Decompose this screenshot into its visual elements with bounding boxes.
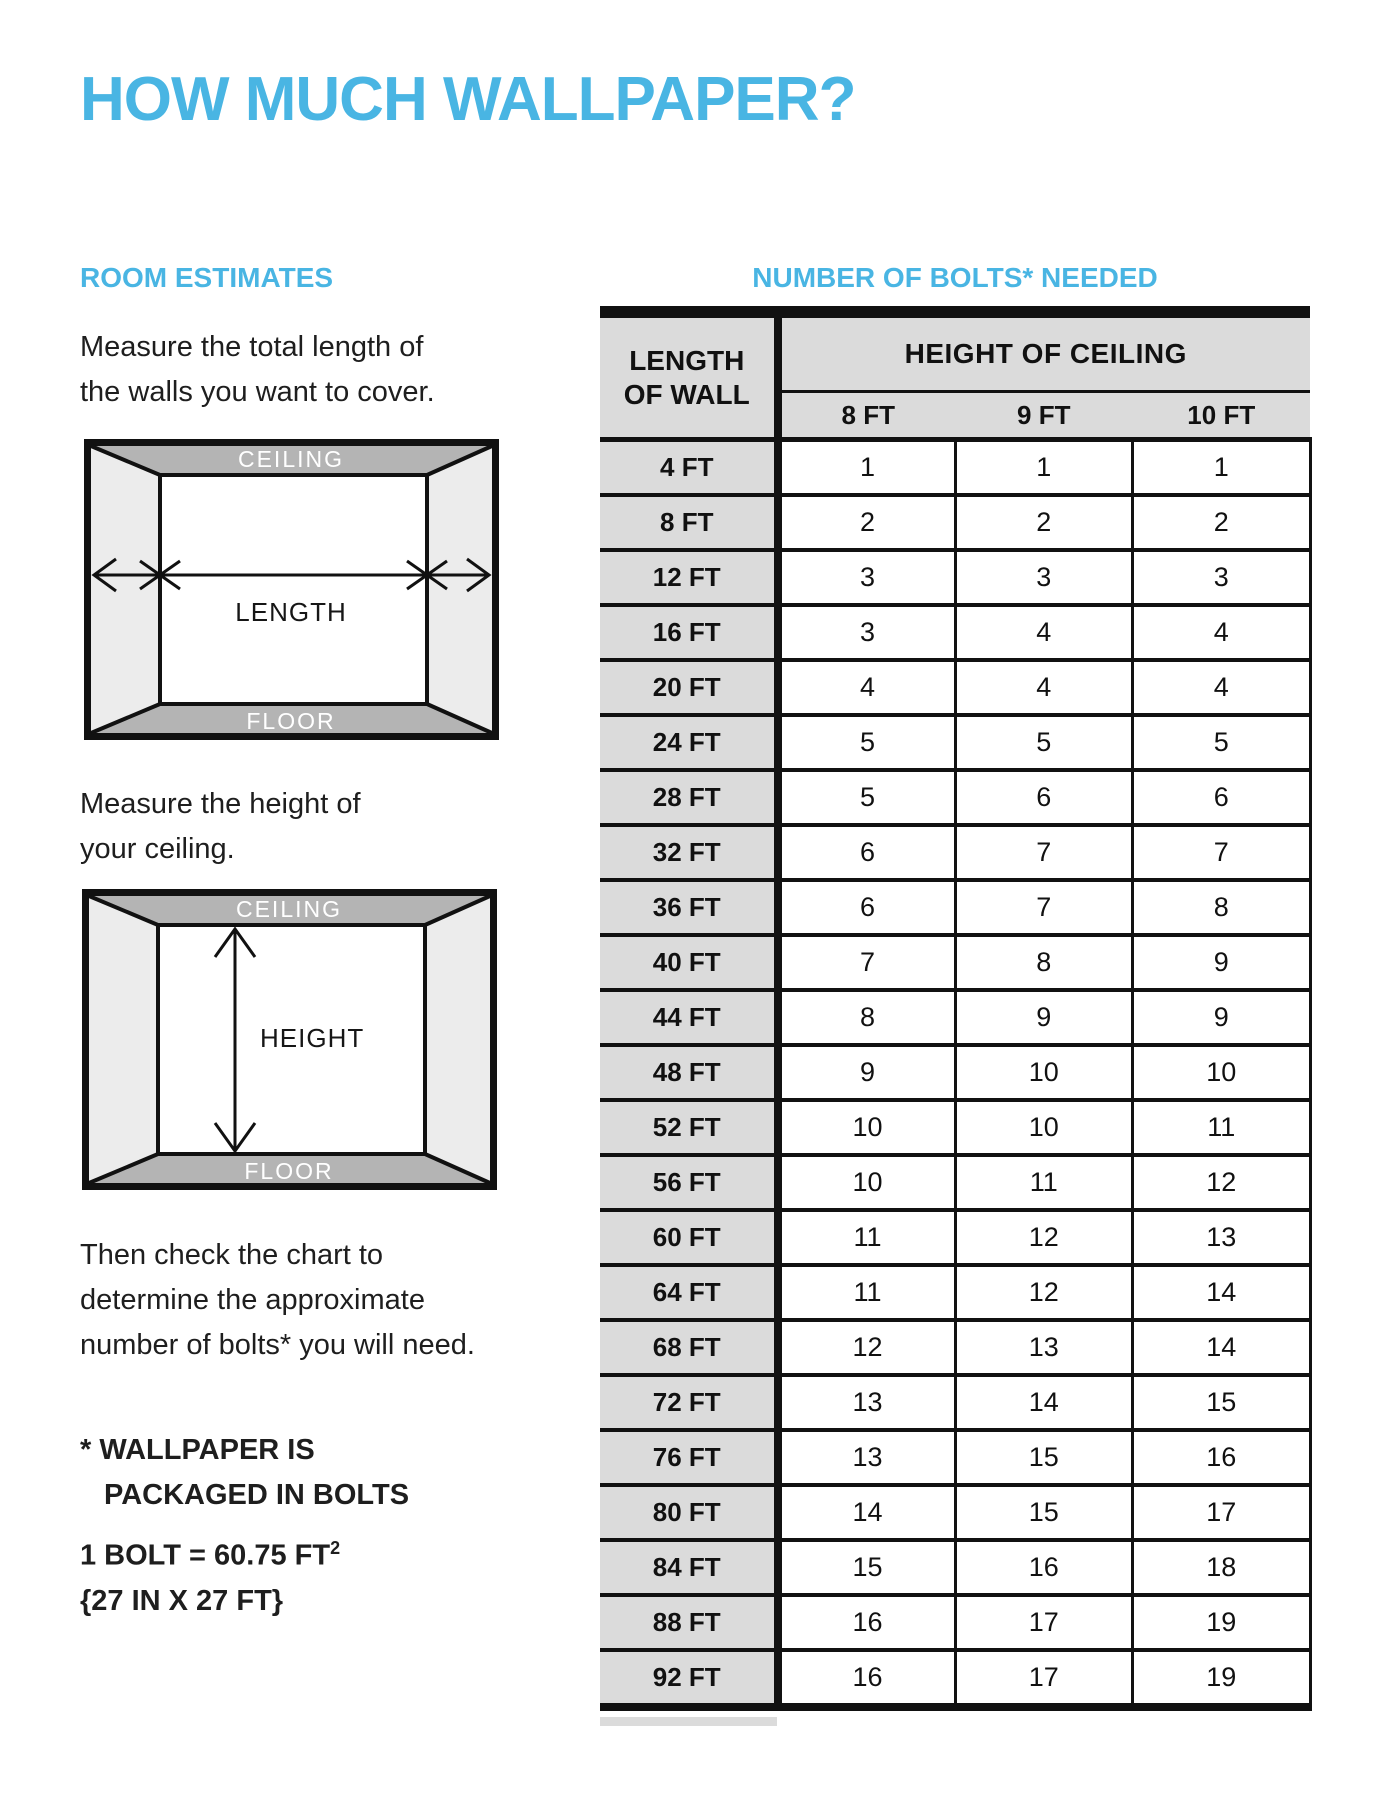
bolt-count-cell: 4 [1133,605,1311,660]
wall-length-cell: 68 FT [600,1320,778,1375]
table-row [600,1595,1310,1650]
table-row [600,1045,1310,1100]
wall-length-cell: 52 FT [600,1100,778,1155]
table-row [600,825,1310,880]
col-header-8ft: 8 FT [778,392,956,440]
bolt-footnote [80,1428,409,1518]
table-row [600,1540,1310,1595]
table-row [600,990,1310,1045]
bolt-count-cell: 12 [955,1210,1133,1265]
table-row [600,770,1310,825]
bolt-count-cell: 14 [955,1375,1133,1430]
bolt-count-cell: 5 [955,715,1133,770]
length-of-wall-header: LENGTH OF WALL [600,312,778,440]
height-measure-label: HEIGHT [260,1023,365,1053]
bolt-count-cell: 4 [1133,660,1311,715]
bolt-count-cell: 4 [955,605,1133,660]
floor-label: FLOOR [244,1158,334,1184]
wall-length-cell: 92 FT [600,1650,778,1707]
table-row [600,495,1310,550]
bolt-count-cell: 8 [1133,880,1311,935]
bolt-count-cell: 1 [955,440,1133,496]
height-of-ceiling-header: HEIGHT OF CEILING [778,312,1311,392]
right-wall-surface [427,446,492,733]
bolt-count-cell: 5 [1133,715,1311,770]
bolt-count-cell: 18 [1133,1540,1311,1595]
step1-line2: the walls you want to cover. [80,376,435,408]
wall-length-cell: 84 FT [600,1540,778,1595]
wall-length-cell: 8 FT [600,495,778,550]
step2-line2: your ceiling. [80,833,235,865]
bolt-dimensions: {27 IN X 27 FT} [80,1584,284,1617]
bolt-count-cell: 9 [1133,935,1311,990]
wall-length-cell: 88 FT [600,1595,778,1650]
bolt-count-cell: 14 [1133,1320,1311,1375]
wall-length-cell: 80 FT [600,1485,778,1540]
bolt-count-cell: 4 [955,660,1133,715]
bolt-count-cell: 10 [778,1155,956,1210]
bolt-count-cell: 13 [778,1375,956,1430]
room-height-diagram [82,889,497,1190]
table-row [600,1210,1310,1265]
wall-length-cell: 12 FT [600,550,778,605]
table-row [600,1430,1310,1485]
wall-length-cell: 28 FT [600,770,778,825]
bolt-count-cell: 8 [955,935,1133,990]
table-row [600,1100,1310,1155]
footnote-line1: * WALLPAPER IS [80,1434,315,1466]
table-row [600,1375,1310,1430]
bolt-count-cell: 17 [1133,1485,1311,1540]
wall-length-cell: 20 FT [600,660,778,715]
bolt-count-cell: 15 [955,1485,1133,1540]
bolt-count-cell: 2 [778,495,956,550]
bolt-count-cell: 15 [955,1430,1133,1485]
bolts-table-body [600,440,1310,1708]
bolt-count-cell: 5 [778,770,956,825]
bolt-count-cell: 12 [955,1265,1133,1320]
bolt-count-cell: 12 [778,1320,956,1375]
wall-length-cell: 76 FT [600,1430,778,1485]
bolt-count-cell: 11 [778,1210,956,1265]
bolt-count-cell: 11 [955,1155,1133,1210]
table-row [600,715,1310,770]
bolt-count-cell: 1 [778,440,956,496]
bolt-count-cell: 10 [1133,1045,1311,1100]
wall-length-cell: 72 FT [600,1375,778,1430]
bolt-count-cell: 7 [955,880,1133,935]
bolt-count-cell: 19 [1133,1650,1311,1707]
length-measure-label: LENGTH [235,597,347,627]
table-row [600,935,1310,990]
step3-line1: Then check the chart to [80,1239,384,1271]
bolt-count-cell: 3 [778,605,956,660]
table-left-column-tail [600,1717,777,1726]
bolt-count-cell: 3 [1133,550,1311,605]
room-estimates-heading: ROOM ESTIMATES [80,262,334,293]
bolt-count-cell: 10 [955,1045,1133,1100]
ceiling-label: CEILING [235,896,343,922]
step2-line1: Measure the height of [80,788,361,820]
table-row [600,1320,1310,1375]
footnote-line2: PACKAGED IN BOLTS [104,1479,410,1511]
bolt-count-cell: 13 [955,1320,1133,1375]
bolt-count-cell: 14 [1133,1265,1311,1320]
bolt-count-cell: 15 [1133,1375,1311,1430]
wall-length-cell: 64 FT [600,1265,778,1320]
bolt-count-cell: 8 [778,990,956,1045]
table-row [600,440,1310,496]
floor-label: FLOOR [246,708,336,734]
room-length-diagram [84,439,499,740]
bolt-count-cell: 5 [778,715,956,770]
bolt-count-cell: 14 [778,1485,956,1540]
wall-length-cell: 24 FT [600,715,778,770]
wall-length-cell: 32 FT [600,825,778,880]
bolt-count-cell: 11 [1133,1100,1311,1155]
right-wall-surface [425,896,490,1183]
table-row [600,660,1310,715]
back-wall [160,475,427,704]
bolt-count-cell: 7 [778,935,956,990]
step3-line3: number of bolts* you will need. [80,1329,475,1361]
table-row [600,550,1310,605]
left-wall-surface [91,446,160,733]
table-row [600,1265,1310,1320]
squared-superscript: 2 [330,1538,341,1558]
bolt-count-cell: 6 [778,880,956,935]
col-header-9ft: 9 FT [955,392,1133,440]
col-header-10ft: 10 FT [1133,392,1311,440]
bolt-count-cell: 9 [778,1045,956,1100]
bolt-count-cell: 7 [1133,825,1311,880]
table-row [600,880,1310,935]
bolt-count-cell: 12 [1133,1155,1311,1210]
table-row [600,605,1310,660]
bolt-count-cell: 17 [955,1595,1133,1650]
bolts-needed-heading: NUMBER OF BOLTS* NEEDED [752,262,1158,293]
bolt-count-cell: 16 [1133,1430,1311,1485]
bolt-count-cell: 1 [1133,440,1311,496]
wall-length-cell: 40 FT [600,935,778,990]
bolts-table [600,306,1312,1711]
bolt-count-cell: 3 [955,550,1133,605]
table-row [600,1650,1310,1707]
bolts-table-container [600,306,1312,1711]
step1-line1: Measure the total length of [80,331,424,363]
bolt-count-cell: 6 [1133,770,1311,825]
bolt-count-cell: 9 [1133,990,1311,1045]
bolt-count-cell: 13 [778,1430,956,1485]
bolt-count-cell: 2 [955,495,1133,550]
page-title: HOW MUCH WALLPAPER? [80,65,856,134]
left-wall-surface [89,896,158,1183]
bolt-count-cell: 10 [778,1100,956,1155]
bolt-count-cell: 3 [778,550,956,605]
table-row [600,1485,1310,1540]
bolt-count-cell: 9 [955,990,1133,1045]
wall-length-cell: 48 FT [600,1045,778,1100]
table-row [600,1155,1310,1210]
wall-length-cell: 16 FT [600,605,778,660]
step3-instructions [80,1233,475,1368]
bolt-count-cell: 15 [778,1540,956,1595]
bolt-count-cell: 16 [955,1540,1133,1595]
bolt-equation: 1 BOLT = 60.75 $FT^2$ [80,1538,341,1572]
wall-length-cell: 56 FT [600,1155,778,1210]
bolt-count-cell: 6 [778,825,956,880]
wall-length-cell: 4 FT [600,440,778,496]
step2-instructions [80,782,361,872]
bolt-count-cell: 16 [778,1595,956,1650]
bolt-count-cell: 7 [955,825,1133,880]
step3-line2: determine the approximate [80,1284,425,1316]
bolt-count-cell: 13 [1133,1210,1311,1265]
step1-instructions [80,325,435,415]
bolt-count-cell: 19 [1133,1595,1311,1650]
wall-length-cell: 60 FT [600,1210,778,1265]
ceiling-label: CEILING [237,446,345,472]
wall-length-cell: 44 FT [600,990,778,1045]
bolt-count-cell: 16 [778,1650,956,1707]
bolt-size-info [80,1526,340,1624]
bolt-count-cell: 10 [955,1100,1133,1155]
bolt-count-cell: 4 [778,660,956,715]
wall-length-cell: 36 FT [600,880,778,935]
bolt-count-cell: 6 [955,770,1133,825]
bolt-count-cell: 2 [1133,495,1311,550]
bolt-count-cell: 11 [778,1265,956,1320]
bolt-count-cell: 17 [955,1650,1133,1707]
